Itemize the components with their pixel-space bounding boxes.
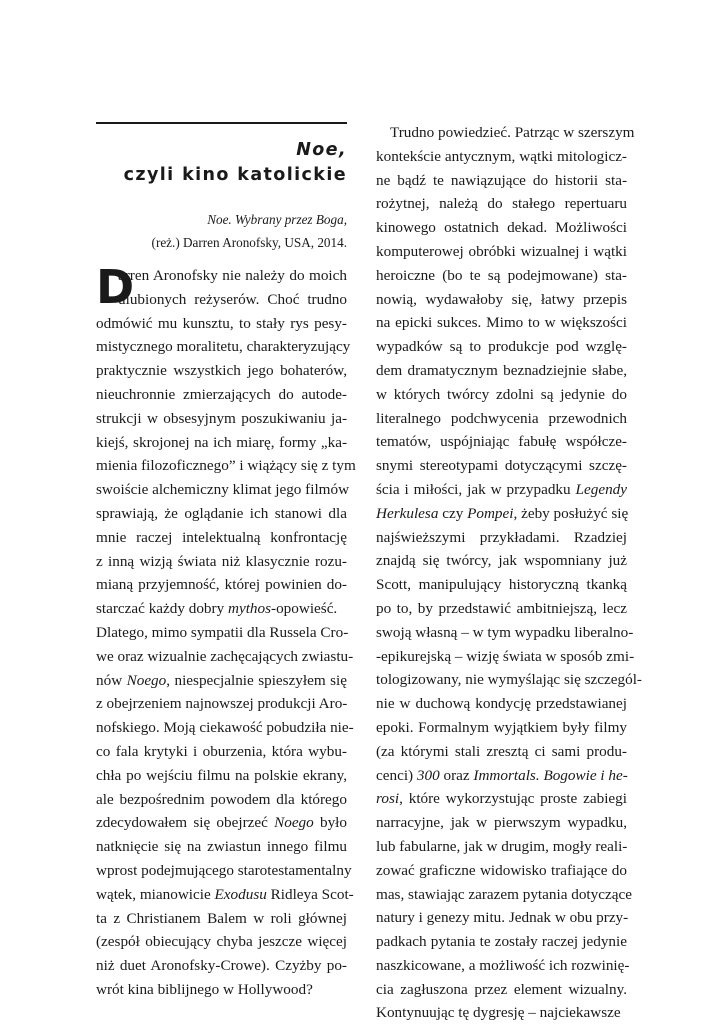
right-column-line: w których twórcy zdolni są jedynie do	[376, 385, 627, 403]
left-column-line: z inną wizją świata niż klasycznie rozu-	[96, 552, 347, 570]
left-column-line: wprost podejmującego starotestamentalny	[96, 861, 352, 879]
left-column-line: mianą przyjemność, której powinien do-	[96, 576, 347, 594]
left-column	[96, 260, 356, 1002]
right-column-line: (za którymi stali zresztą ci sami produ-	[376, 742, 627, 760]
right-column-line: ne bądź te nawiązujące do historii sta-	[376, 171, 627, 189]
left-column-line: ale bezpośrednim powodem dla którego	[96, 790, 347, 808]
right-column-line: najświeższymi przykładami. Rzadziej	[376, 528, 627, 546]
right-column-line: Herkulesa czy Pompei, żeby posłużyć się	[376, 504, 629, 522]
left-column-line: ta z Christianem Balem w roli głównej	[96, 909, 347, 927]
right-column-line: swoją własną – w tym wypadku liberalno-	[376, 623, 634, 641]
right-column-line: ścia i miłości, jak w przypadku Legendy	[376, 480, 627, 498]
right-column-line: padkach pytania te zostały raczej jedynie	[376, 933, 627, 951]
right-column-line: komputerowej obróbki wizualnej i wątki	[376, 242, 627, 260]
right-column-line: wypadków są to produkcje pod wzglę-	[376, 338, 627, 356]
drop-cap: D	[96, 260, 135, 314]
right-column-line: cenci) 300 oraz Immortals. Bogowie i he-	[376, 766, 628, 784]
left-column-line: swoiście alchemiczny klimat jego filmów	[96, 481, 350, 499]
left-column-line: starczać każdy dobry mythos-opowieść.	[96, 600, 338, 618]
right-column-line: na epicki sukces. Mimo to w większości	[376, 314, 627, 332]
right-column-line: dem dramatycznym beznadziejnie słabe,	[376, 361, 627, 379]
right-column-line: znajdą się twórcy, jak wspomniany już	[376, 552, 627, 570]
left-column-line: nofskiego. Moją ciekawość pobudziła nie-	[96, 719, 354, 737]
right-column-line: epoki. Formalnym wyjątkiem były filmy	[376, 718, 627, 736]
left-column-line: praktycznie wszystkich jego bohaterów,	[96, 362, 347, 380]
left-column-line: mistycznego moralitetu, charakteryzujący	[96, 338, 351, 356]
right-column-line: Scott, manipulujący historyczną tkanką	[376, 576, 627, 594]
film-credit: (reż.) Darren Aronofsky, USA, 2014.	[151, 235, 347, 250]
right-column-line: nie w duchową kondycję przedstawianej	[376, 695, 627, 713]
left-column-line: co fala krytyki i oburzenia, która wybu-	[96, 742, 347, 760]
right-column-line: naszkicowane, a możliwość ich rozwinię-	[376, 956, 630, 974]
left-column-line: we oraz wizualnie zachęcających zwiastu-	[96, 647, 354, 665]
right-column-line: natury i genezy mitu. Jednak w obu przy-	[376, 909, 629, 927]
left-column-line: nów Noego, niespecjalnie spieszyłem się	[96, 671, 347, 689]
left-column-line: natknięcie się na zwiastun innego filmu	[96, 838, 347, 856]
left-column-line: ulubionych reżyserów. Choć trudno	[118, 290, 347, 308]
right-column-line: Trudno powiedzieć. Patrząc w szerszym	[390, 124, 635, 141]
right-column-line: kontekście antycznym, wątki mitologicz-	[376, 147, 627, 165]
right-column-line: zować graficzne widowisko trafiające do	[376, 861, 627, 879]
right-column-line: tematów, uspójniając fabułę współcze-	[376, 433, 627, 451]
left-column-line: strukcji w obsesyjnym poszukiwaniu ja-	[96, 409, 347, 427]
title-line-2: czyli kino katolickie	[123, 165, 347, 185]
left-column-line: wątek, mianowicie Exodusu Ridleya Scot-	[96, 885, 354, 903]
right-column-line: mas, stawiając zarazem pytania dotyczące	[376, 885, 632, 903]
right-column-line: heroiczne (bo te są podejmowane) sta-	[376, 266, 627, 284]
right-column-line: nowią, wydawałoby się, łatwy przepis	[376, 290, 627, 308]
right-column-line: kinowego ostatnich dekad. Możliwości	[376, 219, 627, 237]
film-title: Noe. Wybrany przez Boga,	[207, 212, 347, 227]
film-info	[96, 208, 347, 254]
left-column-line: zdecydowałem się obejrzeć Noego było	[96, 814, 347, 832]
right-column-line: lub fabularne, jak w drugim, mogły reali-	[376, 837, 628, 855]
right-column-line: snymi stereotypami dotyczącymi szczę-	[376, 457, 627, 475]
left-column-line: Dlatego, mimo sympatii dla Russela Cro-	[96, 623, 349, 641]
right-column-line: cia zagłuszona przez element wizualny.	[376, 980, 627, 998]
right-column-line: rożytnej, należą do stałego repertuaru	[376, 195, 627, 213]
right-column-line: po to, by przedstawić ambitniejszą, lecz	[376, 599, 627, 617]
left-column-line: sprawiają, że oglądanie ich stanowi dla	[96, 504, 347, 522]
right-column-line: -epikurejską – wizję świata w sposób zmi-	[376, 647, 635, 665]
left-column-line: kiejś, skrojonej na ich miarę, formy „ka-	[96, 433, 347, 451]
right-column-line: literalnego podchwycenia przewodnich	[376, 409, 627, 427]
title-rule	[96, 122, 347, 124]
left-column-line: nieuchronnie zmierzających do autode-	[96, 385, 347, 403]
left-column-line: odmówić mu kunsztu, to stały rys pesy-	[96, 314, 347, 332]
right-column-line: tologizowany, nie wymyślając się szczegól-	[376, 671, 642, 689]
left-column-line: mnie raczej intelektualną konfrontację	[96, 528, 347, 546]
left-column-line: mienia filozoficznego” i wiążący się z tym	[96, 457, 356, 475]
left-column-line: wrót kina biblijnego w Hollywood?	[96, 980, 313, 998]
left-column-line: chła po wejściu filmu na polskie ekrany,	[96, 766, 347, 784]
article-title	[96, 138, 347, 188]
left-column-line: niż duet Aronofsky-Crowe). Czyżby po-	[96, 957, 347, 975]
right-column-line: Kontynuując tę dygresję – najciekawsze	[376, 1004, 621, 1022]
right-column	[376, 121, 642, 1025]
left-column-line: (zespół obiecujący chyba jeszcze więcej	[96, 933, 347, 951]
title-line-1: Noe,	[296, 140, 347, 160]
right-column-line: rosi, które wykorzystując proste zabiegi	[376, 790, 627, 808]
right-column-line: narracyjne, jak w pierwszym wypadku,	[376, 814, 627, 832]
left-column-line: arren Aronofsky nie należy do moich	[118, 267, 347, 284]
left-column-line: z obejrzeniem najnowszej produkcji Aro-	[96, 695, 348, 713]
